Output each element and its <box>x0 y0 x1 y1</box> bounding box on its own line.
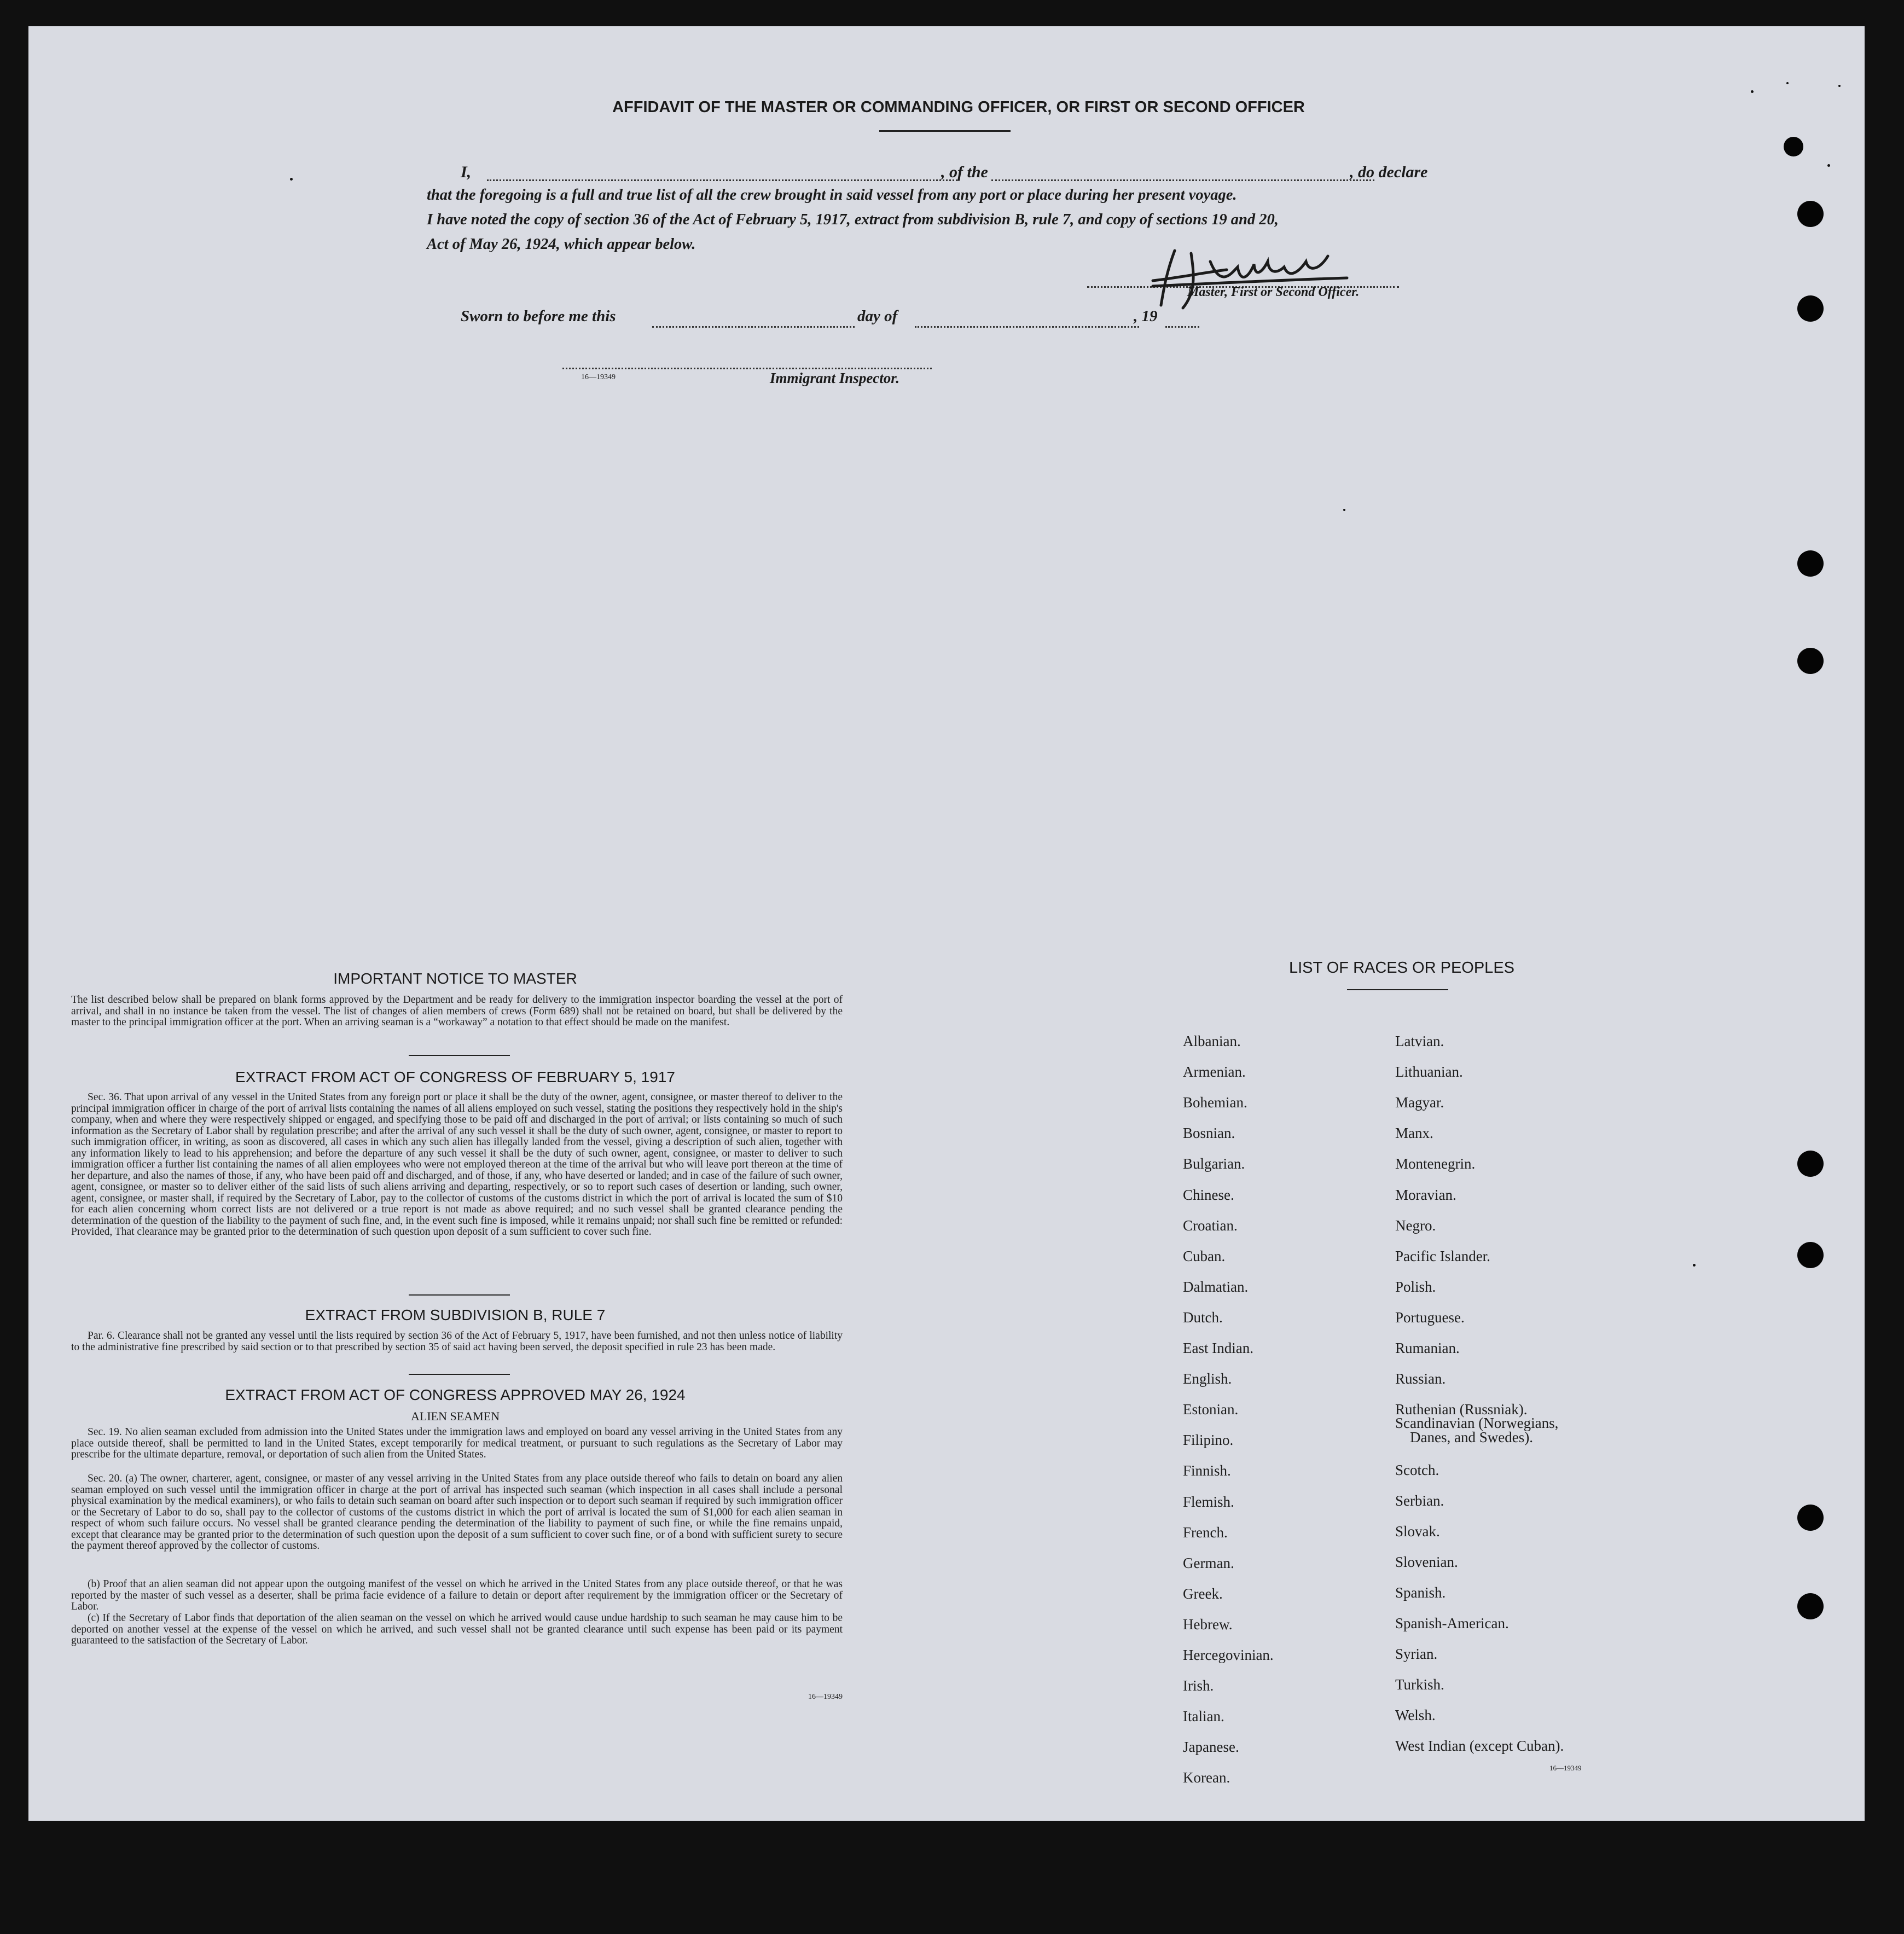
rule-7-body: Par. 6. Clearance shall not be granted any vessel until the lists required by section 36 of the Act of February 5, 1917, have been furnished, and not then unless notice of liability to the administrative fine prescribed by said section or to that prescribed by section 35 of said act having been served, the deposit specified in rule 23 has been made. <box>71 1330 843 1353</box>
punch-hole <box>1797 1151 1824 1177</box>
race-item: Turkish. <box>1395 1676 1444 1693</box>
punch-hole <box>1797 648 1824 674</box>
races-form-number: 16—19349 <box>1549 1764 1582 1772</box>
speck <box>1838 85 1841 87</box>
race-item: Bohemian. <box>1183 1094 1247 1111</box>
race-item: Pacific Islander. <box>1395 1247 1490 1264</box>
race-item: Moravian. <box>1395 1186 1456 1203</box>
speck <box>1693 1264 1696 1267</box>
title-underline <box>879 130 1011 132</box>
divider-2 <box>409 1294 510 1296</box>
divider-3 <box>409 1374 510 1375</box>
race-item: Dalmatian. <box>1183 1278 1249 1295</box>
race-item: German. <box>1183 1554 1234 1571</box>
affidavit-line-3: I have noted the copy of section 36 of the Act of February 5, 1917, extract from subdivision B, rule 7, and copy of sections 19 and 20, <box>427 211 1279 228</box>
race-item: Serbian. <box>1395 1492 1444 1509</box>
race-item: English. <box>1183 1370 1232 1387</box>
speck <box>1786 82 1789 84</box>
race-item: Welsh. <box>1395 1707 1436 1723</box>
race-item: Cuban. <box>1183 1247 1226 1264</box>
year-label: , 19 <box>1134 307 1158 325</box>
extract-1917-title: EXTRACT FROM ACT OF CONGRESS OF FEBRUARY 5, 1917 <box>235 1068 675 1085</box>
rule-7-title: EXTRACT FROM SUBDIVISION B, RULE 7 <box>305 1306 606 1323</box>
race-item: Scandinavian (Norwegians, <box>1395 1415 1559 1431</box>
race-item: Lithuanian. <box>1395 1064 1463 1081</box>
alien-seamen-subtitle: ALIEN SEAMEN <box>411 1409 500 1423</box>
sworn-month-blank <box>915 326 1139 328</box>
race-item: Syrian. <box>1395 1646 1438 1662</box>
extract-1924-title: EXTRACT FROM ACT OF CONGRESS APPROVED MAY 26, 1924 <box>225 1386 686 1403</box>
race-item: Spanish-American. <box>1395 1615 1509 1631</box>
race-item: Danes, and Swedes). <box>1410 1429 1533 1445</box>
year-blank <box>1165 326 1199 328</box>
declarant-prefix: I, <box>461 163 472 181</box>
section-20a-text: Sec. 20. (a) The owner, charterer, agent, consignee, or master of any vessel arriving in the United States from any place outside thereof who fails to detain on board any alien seaman employed on such vessel until the immigration officer in charge at the port of arrival has inspected such seaman (which inspection in all cases shall include a personal physical examination by the medical examiners), or who fails to detain such seaman on board after such inspection or to deport such seaman if required by such immigration officer or the Secretary of Labor to do so, shall pay to the collector of customs of the customs district in which the port of arrival is located the sum of $1,000 for each alien seaman in respect of whom such failure occurs. No vessel shall be granted clearance pending the determination of the liability to payment of such fine, or while the fine remains unpaid, except that clearance may be granted prior to the determination of such question upon the deposit of a sum sufficient to cover such fine, or of a bond with sufficient surety to secure the payment thereof approved by the collector of customs. <box>71 1473 843 1552</box>
punch-hole-partial <box>1784 137 1803 156</box>
punch-hole <box>1797 1505 1824 1531</box>
sworn-day-blank <box>652 326 855 328</box>
speck <box>1827 164 1830 167</box>
race-item: Rumanian. <box>1395 1340 1460 1356</box>
race-item: Italian. <box>1183 1708 1224 1725</box>
race-item: Hebrew. <box>1183 1616 1233 1633</box>
race-item: Slovak. <box>1395 1523 1440 1540</box>
sworn-label: Sworn to before me this <box>461 307 616 325</box>
race-item: Slovenian. <box>1395 1554 1458 1570</box>
race-item: Korean. <box>1183 1769 1230 1786</box>
affidavit-line-2: that the foregoing is a full and true list of all the crew brought in said vessel from any port or place during her present voyage. <box>427 187 1237 204</box>
extract-1917-body: Sec. 36. That upon arrival of any vessel in the United States from any foreign port or place it shall be the duty of the owner, agent, consignee, or master thereof to deliver to the principal immigration officer in charge of the port of arrival lists containing the names of all aliens employed on such vessel, stating the positions they respectively hold in the ship's company, when and where they were respectively shipped or engaged, and specifying those to be paid off and discharged in the port of arrival; or lists containing so much of such information as the Secretary of Labor shall by regulation prescribe; and after the arrival of any such vessel it shall be the duty of such owner, agent, consignee, or master to report to such immigration officer, in writing, as soon as discovered, all cases in which any such alien has illegally landed from the vessel, giving a description of such alien, together with any information likely to lead to his apprehension; and before the departure of any such vessel it shall be the duty of such owner, agent, consignee, or master to deliver to such immigration officer a further list containing the names of all alien employees who were not employed thereon at the time of the arrival but who will leave port thereon at the time of her departure, and also the names of those, if any, who have been paid off and discharged, and of those, if any, who have deserted or landed; and in case of the failure of such owner, agent, consignee, or master so to deliver either of the said lists of such aliens arriving and departing, respectively, or so to report such cases of desertion or landing, such owner, agent, consignee, or master shall, if required by the Secretary of Labor, pay to the collector of customs of the customs district in which the port of arrival is located the sum of $10 for each alien concerning whom correct lists are not delivered or a true report is not made as above required; and no such vessel shall be granted clearance pending the determination of the question of the liability to the payment of such fine, and, in the event such fine is imposed, while it remains unpaid; nor shall such fine be remitted or refunded: Provided, That clearance may be granted prior to the determination of such question upon deposit of a sum sufficient to cover such fine. <box>71 1091 843 1238</box>
inspector-caption: Immigrant Inspector. <box>770 370 900 386</box>
notice-title: IMPORTANT NOTICE TO MASTER <box>333 970 577 987</box>
signature-caption: Master, First or Second Officer. <box>1187 285 1360 299</box>
punch-hole <box>1797 201 1824 227</box>
race-item: West Indian (except Cuban). <box>1395 1738 1564 1754</box>
punch-hole <box>1797 550 1824 577</box>
affidavit-line-4: Act of May 26, 1924, which appear below. <box>427 236 696 253</box>
race-item: Manx. <box>1395 1125 1433 1142</box>
races-underline <box>1347 989 1448 990</box>
race-item: Russian. <box>1395 1370 1446 1387</box>
of-the-label: , of the <box>941 163 988 181</box>
race-item: Montenegrin. <box>1395 1155 1476 1172</box>
race-item: Magyar. <box>1395 1094 1444 1111</box>
race-item: Greek. <box>1183 1585 1223 1602</box>
section-19-text: Sec. 19. No alien seaman excluded from admission into the United States under the immigration laws and employed on board any vessel arriving in the United States from any place outside thereof, shall be permitted to land in the United States, except temporarily for medical treatment, or pursuant to such regulations as the Secretary of Labor may prescribe for the ultimate departure, removal, or deportation of such alien from the United States. <box>71 1426 843 1460</box>
race-item: Croatian. <box>1183 1217 1238 1234</box>
declare-label: , do declare <box>1350 163 1428 181</box>
race-item: Bosnian. <box>1183 1125 1235 1142</box>
race-item: Dutch. <box>1183 1309 1223 1326</box>
speck <box>290 178 293 181</box>
vessel-name-blank <box>991 179 1374 181</box>
affidavit-form-number: 16—19349 <box>581 373 616 381</box>
race-item: Spanish. <box>1395 1584 1446 1601</box>
races-title: LIST OF RACES OR PEOPLES <box>1288 959 1515 977</box>
extract-form-number: 16—19349 <box>808 1693 843 1701</box>
race-item: Chinese. <box>1183 1186 1234 1203</box>
officer-signature <box>1145 240 1352 313</box>
race-item: Filipino. <box>1183 1432 1234 1449</box>
race-item: Negro. <box>1395 1217 1436 1234</box>
race-item: Finnish. <box>1183 1462 1231 1479</box>
punch-hole <box>1797 1593 1824 1619</box>
speck <box>1751 90 1754 93</box>
punch-hole <box>1797 1242 1824 1268</box>
divider-1 <box>409 1055 510 1056</box>
race-item: Flemish. <box>1183 1493 1234 1510</box>
race-item: Latvian. <box>1395 1033 1444 1049</box>
speck <box>1343 509 1345 511</box>
race-item: Bulgarian. <box>1183 1155 1245 1172</box>
race-item: Portuguese. <box>1395 1309 1465 1326</box>
declarant-name-blank <box>487 179 957 181</box>
race-item: Estonian. <box>1183 1401 1239 1418</box>
punch-hole <box>1797 295 1824 322</box>
race-item: Irish. <box>1183 1677 1214 1694</box>
race-item: Ruthenian (Russniak). <box>1395 1401 1528 1418</box>
form-sheet <box>28 26 1865 1821</box>
notice-body: The list described below shall be prepared on blank forms approved by the Department and be ready for delivery to the immigration inspector boarding the vessel at the port of arrival, and shall in no instance be taken from the vessel. The list of changes of alien members of crews (Form 689) shall not be retained on board, but shall be delivered by the master to the principal immigration officer at the port. When an arriving seaman is a “workaway” a notation to that effect should be made on the manifest. <box>71 994 843 1028</box>
affidavit-title: AFFIDAVIT OF THE MASTER OR COMMANDING OFFICER, OR FIRST OR SECOND OFFICER <box>612 98 1305 116</box>
inspector-signature-line <box>562 368 932 369</box>
race-item: Japanese. <box>1183 1739 1239 1756</box>
race-item: Hercegovinian. <box>1183 1647 1274 1663</box>
section-20b-text: (b) Proof that an alien seaman did not appear upon the outgoing manifest of the vessel on which he arrived in the United States from any place outside thereof, or that he was reported by the master of such vessel as a deserter, shall be prima facie evidence of a failure to detain or deport after requirement by the immigration officer or the Secretary of Labor. <box>71 1578 843 1612</box>
race-item: Albanian. <box>1183 1033 1241 1049</box>
day-of-label: day of <box>857 307 898 325</box>
race-item: Scotch. <box>1395 1462 1439 1478</box>
section-20c-text: (c) If the Secretary of Labor finds that deportation of the alien seaman on the vessel on which he arrived would cause undue hardship to such seaman he may cause him to be deported on another vessel at the expense of the vessel on which he arrived, and such vessel shall not be granted clearance until such expense has been paid or its payment guaranteed to the satisfaction of the Secretary of Labor. <box>71 1612 843 1646</box>
race-item: East Indian. <box>1183 1340 1253 1356</box>
race-item: Armenian. <box>1183 1064 1246 1081</box>
race-item: French. <box>1183 1524 1228 1541</box>
race-item: Polish. <box>1395 1278 1436 1295</box>
